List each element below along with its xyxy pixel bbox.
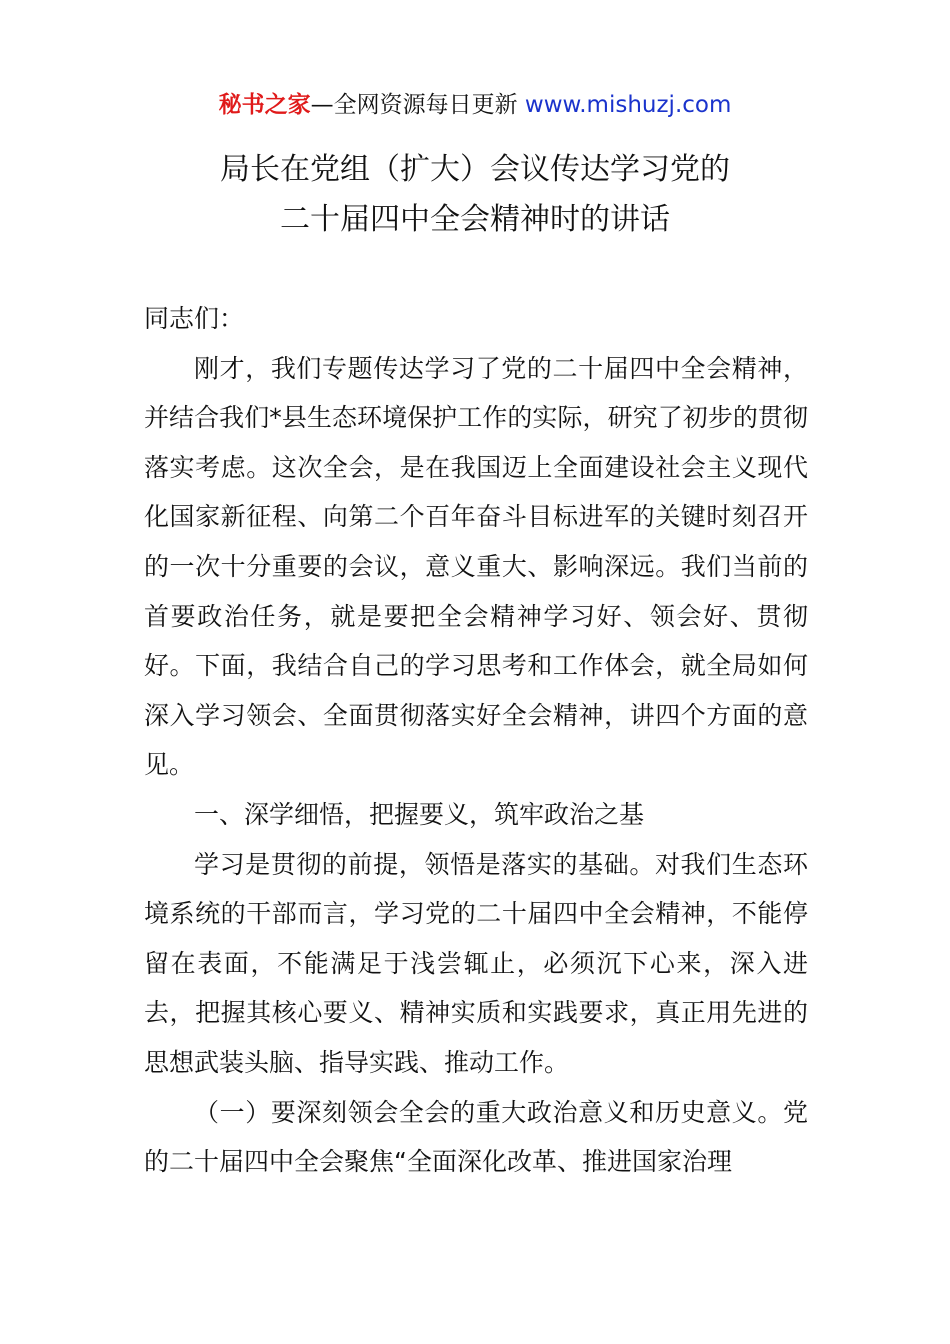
site-header [0, 88, 950, 122]
document-body [144, 294, 808, 1187]
paragraph-intro: 刚才，我们专题传达学习了党的二十届四中全会精神，并结合我们*县生态环境保护工作的实际，研究了初步的贯彻落实考虑。这次全会，是在我国迈上全面建设社会主义现代化国家新征程、向第二个百年奋斗目标进军的关键时刻召开的一次十分重要的会议，意义重大、影响深远。我们当前的首要政治任务，就是要把全会精神学习好、领会好、贯彻好。下面，我结合自己的学习思考和工作体会，就全局如何深入学习领会、全面贯彻落实好全会精神，讲四个方面的意见。 [144, 353, 808, 780]
header-tagline: 全网资源每日更新 [333, 92, 518, 118]
document-title [0, 145, 950, 245]
site-brand[interactable]: 秘书之家 [218, 92, 311, 118]
header-separator: — [310, 92, 334, 118]
paragraph-subsection-1: （一）要深刻领会全会的重大政治意义和历史意义。党的二十届四中全会聚焦“全面深化改革、推进国家治理 [144, 1097, 808, 1177]
title-line-1: 局长在党组（扩大）会议传达学习党的 [220, 152, 730, 187]
salutation: 同志们： [144, 304, 245, 333]
title-line-2: 二十届四中全会精神时的讲话 [280, 202, 670, 237]
paragraph-study: 学习是贯彻的前提，领悟是落实的基础。对我们生态环境系统的干部而言，学习党的二十届四中全会精神，不能停留在表面，不能满足于浅尝辄止，必须沉下心来，深入进去，把握其核心要义、精神实质和实践要求，真正用先进的思想武装头脑、指导实践、推动工作。 [144, 849, 808, 1077]
section-heading-1: 一、深学细悟，把握要义，筑牢政治之基 [194, 799, 645, 829]
site-url-link[interactable]: www.mishuzj.com [524, 92, 732, 118]
